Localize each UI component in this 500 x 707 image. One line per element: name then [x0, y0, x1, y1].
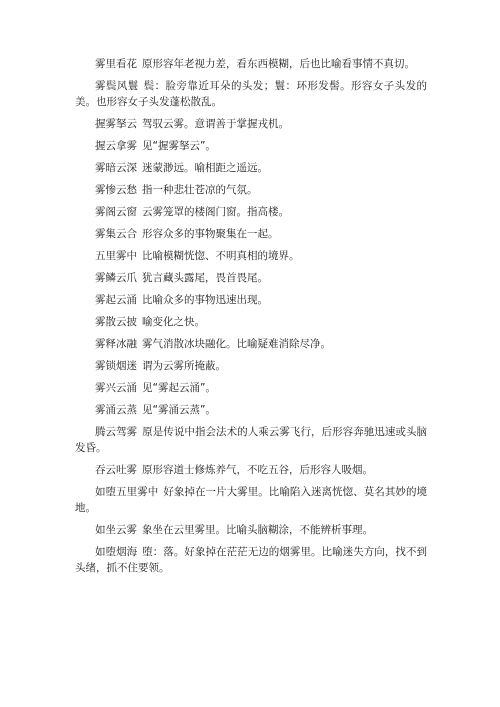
idiom-term: 雾涌云蒸: [95, 404, 137, 416]
idiom-term: 雾暗云深: [95, 162, 137, 174]
idiom-term: 如堕五里雾中: [95, 486, 159, 498]
idiom-definition: 好象掉在一片大雾里。比喻陷入迷离恍惚、莫名其妙的境地。: [75, 486, 428, 514]
idiom-term: 雾鳞云爪: [95, 272, 137, 284]
idiom-term: 雾起云涌: [95, 294, 137, 306]
idiom-entry: [75, 402, 427, 418]
idiom-definition: 鬓：脸旁靠近耳朵的头发；鬟：环形发髻。形容女子头发的美。也形容女子头发蓬松散乱。: [75, 80, 427, 108]
idiom-definition: 原形容年老视力差，看东西模糊，后也比喻看事情不真切。: [142, 58, 415, 70]
idiom-entry: [75, 116, 427, 132]
idiom-definition: 云雾笼罩的楼阁门窗。指高楼。: [142, 206, 289, 218]
idiom-term: 雾散云披: [95, 316, 137, 328]
idiom-term: 如坐云雾: [95, 524, 137, 536]
idiom-definition: 谓为云雾所掩蔽。: [142, 360, 226, 372]
idiom-term: 如堕烟海: [95, 546, 138, 558]
idiom-entry: [75, 248, 427, 264]
idiom-definition: 雾气消散冰块融化。比喻疑难消除尽净。: [142, 338, 331, 350]
idiom-entry: [75, 204, 427, 220]
idiom-term: 雾集云合: [95, 228, 137, 240]
idiom-definition: 指一种悲壮苍凉的气氛。: [142, 184, 258, 196]
idiom-entry: [75, 484, 427, 516]
idiom-entry: [75, 380, 427, 396]
idiom-definition: 原形容道士修炼养气，不吃五谷，后形容人吸烟。: [142, 464, 373, 476]
idiom-entry: [75, 462, 427, 478]
idiom-definition: 见“握雾拏云”。: [142, 140, 216, 152]
idiom-term: 雾锁烟迷: [95, 360, 137, 372]
idiom-term: 握雾拏云: [95, 118, 137, 130]
idiom-definition: 比喻众多的事物迅速出现。: [142, 294, 268, 306]
idiom-entry: [75, 160, 427, 176]
idiom-definition: 见“雾涌云蒸”。: [142, 404, 216, 416]
idiom-term: 雾释冰融: [95, 338, 137, 350]
idiom-entry: [75, 138, 427, 154]
idiom-term: 五里雾中: [95, 250, 137, 262]
idiom-entry: [75, 226, 427, 242]
idiom-entry: [75, 336, 427, 352]
idiom-entry: [75, 358, 427, 374]
idiom-term: 握云拿雾: [95, 140, 137, 152]
idiom-definition: 象坐在云里雾里。比喻头脑糊涂，不能辨析事理。: [142, 524, 373, 536]
idiom-entry: [75, 314, 427, 330]
idiom-entry: [75, 292, 427, 308]
idiom-list: [75, 56, 427, 582]
idiom-term: 雾兴云涌: [95, 382, 137, 394]
idiom-term: 雾里看花: [95, 58, 137, 70]
idiom-entry: [75, 270, 427, 286]
idiom-definition: 堕：落。好象掉在茫茫无边的烟雾里。比喻迷失方向，找不到头绪，抓不住要领。: [75, 546, 428, 574]
idiom-entry: [75, 182, 427, 198]
idiom-definition: 原是传说中指会法术的人乘云雾飞行，后形容奔驰迅速或头脑发昏。: [75, 426, 428, 454]
idiom-term: 雾惨云愁: [95, 184, 137, 196]
idiom-definition: 比喻模糊恍惚、不明真相的境界。: [142, 250, 300, 262]
idiom-definition: 迷蒙渺远。喻相距之遥远。: [142, 162, 268, 174]
idiom-definition: 见“雾起云涌”。: [142, 382, 216, 394]
idiom-entry: [75, 78, 427, 110]
idiom-term: 雾阁云窗: [95, 206, 137, 218]
idiom-term: 腾云驾雾: [95, 426, 138, 438]
idiom-definition: 驾驭云雾。意谓善于掌握戎机。: [142, 118, 289, 130]
idiom-entry: [75, 56, 427, 72]
idiom-term: 雾鬓风鬟: [95, 80, 139, 92]
idiom-definition: 犹言藏头露尾，畏首畏尾。: [142, 272, 268, 284]
idiom-entry: [75, 544, 427, 576]
idiom-term: 吞云吐雾: [95, 464, 137, 476]
idiom-definition: 形容众多的事物聚集在一起。: [142, 228, 279, 240]
idiom-definition: 喻变化之快。: [142, 316, 205, 328]
idiom-entry: [75, 522, 427, 538]
idiom-entry: [75, 424, 427, 456]
